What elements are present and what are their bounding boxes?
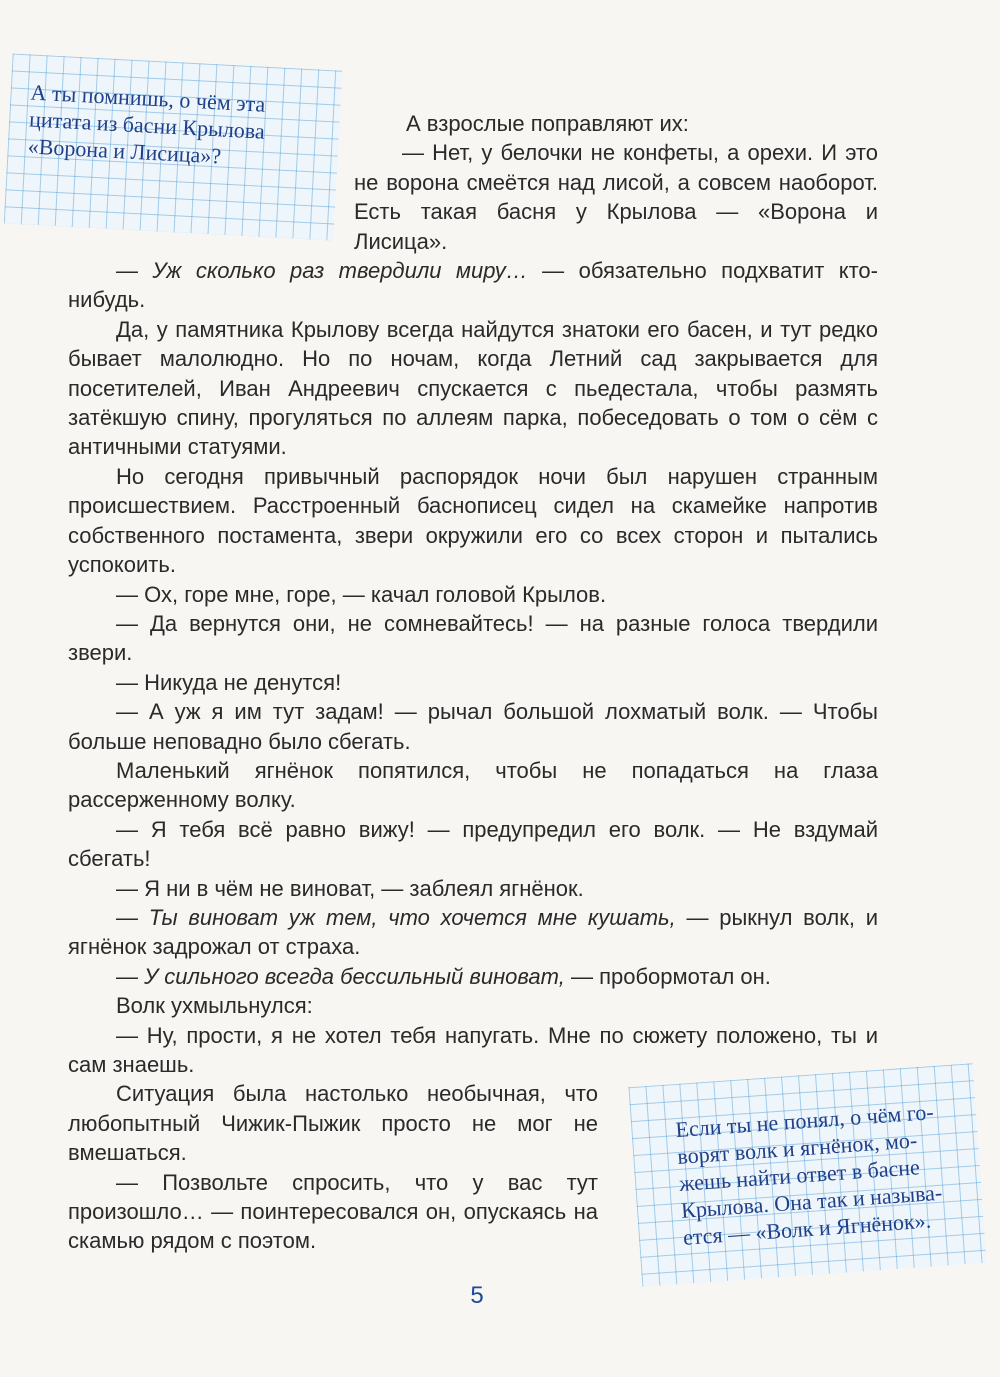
sidebar-note-top-text: А ты помнишь, о чём эта цитата из басни Крылова «Ворона и Лисица»?	[27, 79, 266, 169]
paragraph: Маленький ягнёнок попятился, чтобы не попадаться на глаза рассерженному волку.	[68, 757, 878, 813]
page-number: 5	[470, 1282, 484, 1309]
quote-tail: — рыкнул волк, и ягнёнок задрожал от страха.	[68, 904, 878, 960]
paragraph: — Ох, горе мне, горе, — качал головой Крылов.	[116, 581, 607, 607]
quote: — Уж сколько раз твердили миру…	[116, 258, 528, 284]
paragraph	[68, 256, 878, 315]
paragraph: Волк ухмыльнулся:	[116, 993, 313, 1019]
quote: — У сильного всегда бессильный виноват,	[116, 963, 565, 989]
paragraph: — Никуда не денутся!	[116, 669, 342, 695]
paragraph: А взрослые поправляют их:	[406, 111, 689, 136]
paragraph: — Нет, у белочки не конфеты, а орехи. И это не ворона смеётся над лисой, а совсем наоборот. Есть такая басня у Крылова — «Ворона и Лисица».	[354, 140, 878, 254]
sidebar-note-bottom-text: Если ты не понял, о чём го- ворят волк и ягнёнок, мо- жешь найти ответ в басне Крылова. Она так и называ- ется — «Волк и Ягнёнок».	[674, 1099, 943, 1250]
paragraph: Ситуация была настолько необычная, что любопытный Чижик-Пыжик просто не мог не вмешаться.	[68, 1081, 598, 1166]
paragraph	[68, 962, 878, 991]
paragraph: — Я тебя всё равно вижу! — предупредил его волк. — Не вздумай сбегать!	[68, 816, 878, 872]
paragraph	[68, 903, 878, 962]
paragraph: — Да вернутся они, не сомневайтесь! — на разные голоса твердили звери.	[68, 610, 878, 666]
quote-tail: — пробормотал он.	[564, 963, 771, 989]
body-text	[68, 109, 878, 1256]
quote-tail: — обязательно подхватит кто-нибудь.	[68, 258, 878, 313]
paragraph: — Позвольте спросить, что у вас тут произошло… — поинтересовался он, опускаясь на скамью рядом с поэтом.	[68, 1169, 598, 1254]
paragraph: — Ну, прости, я не хотел тебя напугать. Мне по сюжету положено, ты и сам знаешь.	[68, 1022, 878, 1077]
bottom-block	[68, 1079, 598, 1255]
paragraph: — Я ни в чём не виноват, — заблеял ягнёнок.	[116, 875, 584, 901]
paragraph: Да, у памятника Крылову всегда найдутся знатоки его басен, и тут редко бывает малолюдно. Но по ночам, когда Летний сад закрывается для посетителей, Иван Андреевич спускается с пьедестала, чтобы размять затёкшую спину, прогуляться по аллеям парка, побеседовать о том о сём с античными статуями.	[68, 316, 878, 460]
quote: — Ты виноват уж тем, что хочется мне кушать,	[116, 904, 676, 930]
top-block	[354, 109, 878, 256]
paragraph: Но сегодня привычный распорядок ночи был нарушен странным происшествием. Расстроенный баснописец сидел на скамейке напротив собственного постамента, звери окружили его со всех сторон и пытались успокоить.	[68, 463, 878, 578]
paragraph: — А уж я им тут задам! — рычал большой лохматый волк. — Чтобы больше неповадно было сбегать.	[68, 699, 878, 754]
